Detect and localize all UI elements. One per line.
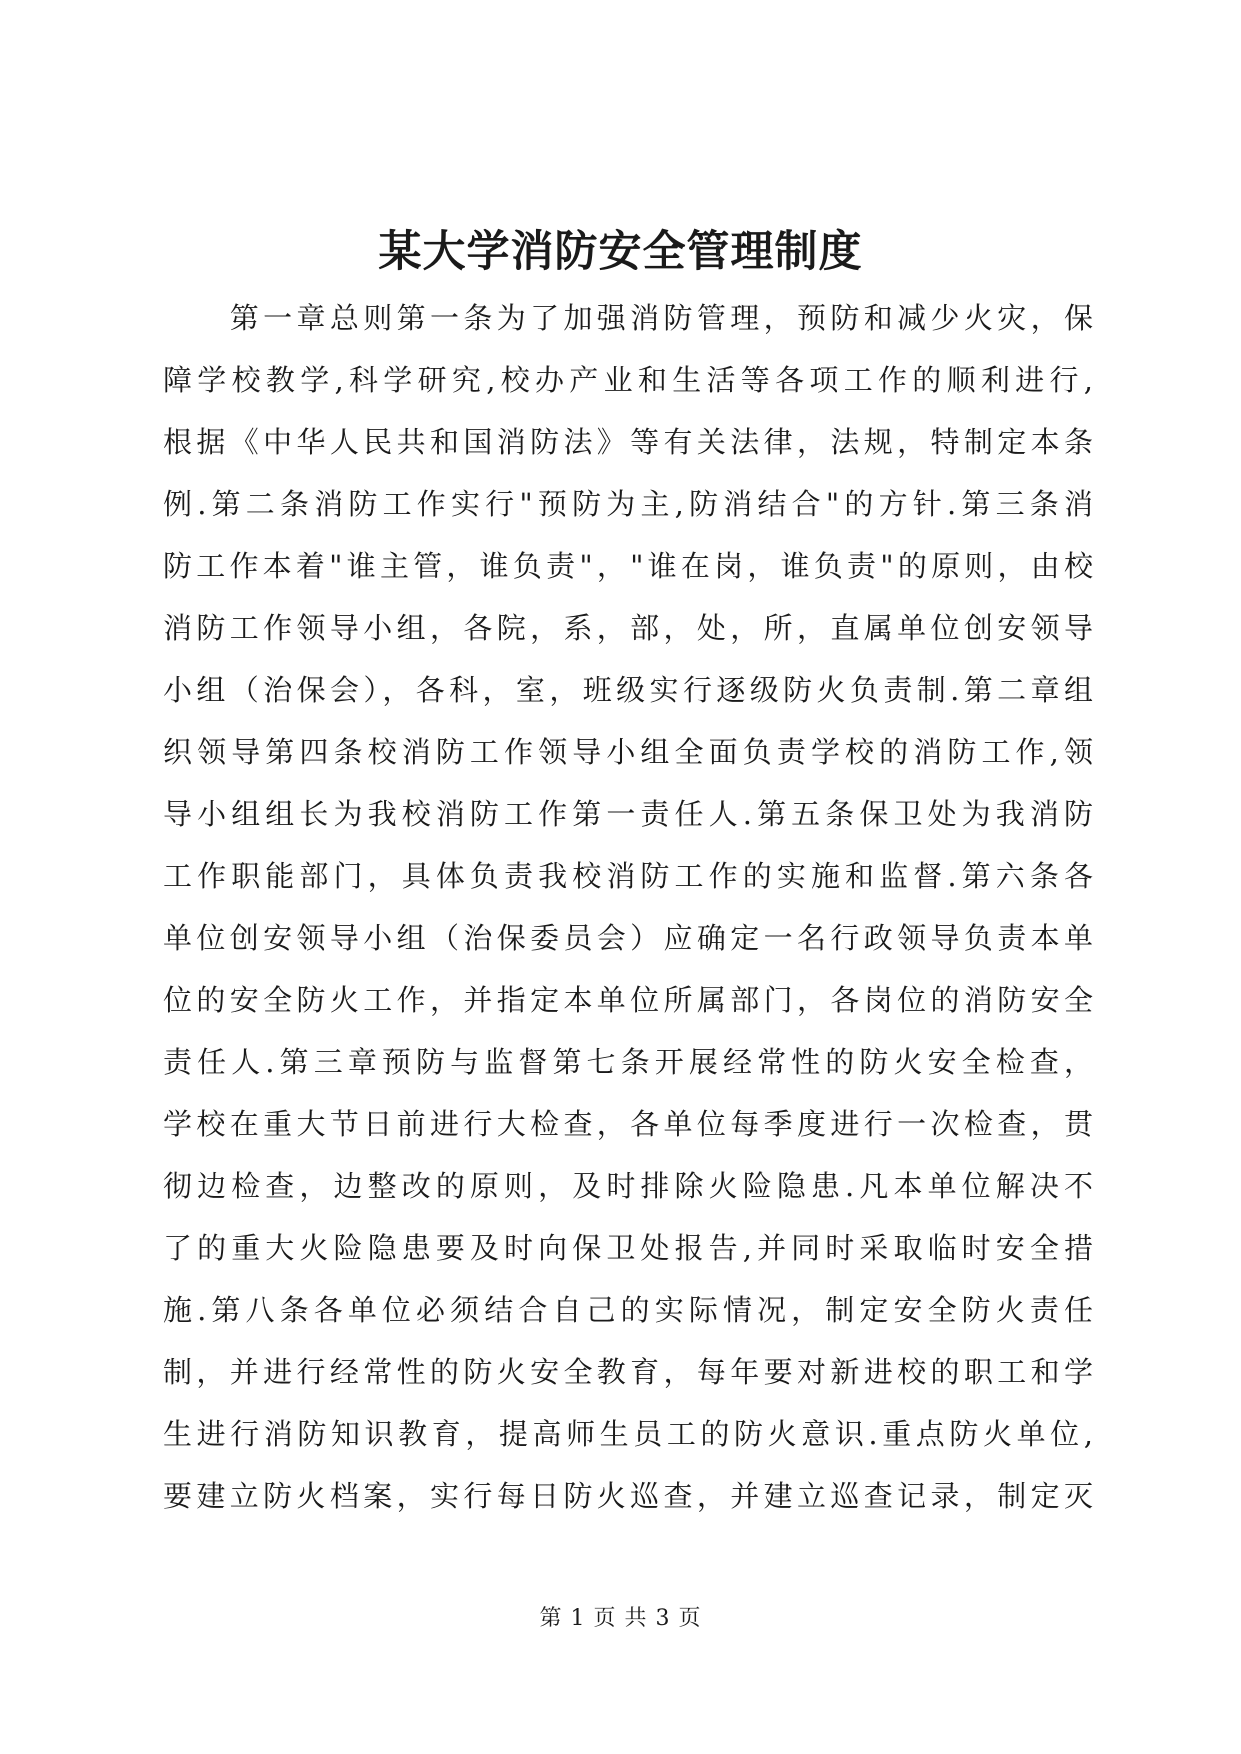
body-text-line: 学校在重大节日前进行大检查，各单位每季度进行一次检查，贯 xyxy=(163,1107,1093,1141)
body-text-line: 生进行消防知识教育，提高师生员工的防火意识.重点防火单位, xyxy=(163,1417,1093,1451)
body-text-line: 织领导第四条校消防工作领导小组全面负责学校的消防工作,领 xyxy=(163,735,1093,769)
body-text-line: 施.第八条各单位必须结合自己的实际情况，制定安全防火责任 xyxy=(163,1293,1093,1327)
body-text-line: 单位创安领导小组（治保委员会）应确定一名行政领导负责本单 xyxy=(163,921,1093,955)
body-text-line: 导小组组长为我校消防工作第一责任人.第五条保卫处为我消防 xyxy=(163,797,1093,831)
body-text-line: 制，并进行经常性的防火安全教育，每年要对新进校的职工和学 xyxy=(163,1355,1093,1389)
body-text-line: 障学校教学,科学研究,校办产业和生活等各项工作的顺利进行, xyxy=(163,363,1093,397)
body-text-line: 第一章总则第一条为了加强消防管理，预防和减少火灾，保 xyxy=(163,301,1093,335)
body-text-line: 消防工作领导小组，各院，系，部，处，所，直属单位创安领导 xyxy=(163,611,1093,645)
document-title: 某大学消防安全管理制度 xyxy=(378,227,863,277)
body-text-line: 工作职能部门，具体负责我校消防工作的实施和监督.第六条各 xyxy=(163,859,1093,893)
page-footer: 第 1 页 共 3 页 xyxy=(539,1606,702,1631)
body-text-line: 小组（治保会），各科，室，班级实行逐级防火负责制.第二章组 xyxy=(163,673,1093,707)
body-text-line: 防工作本着"谁主管，谁负责"，"谁在岗，谁负责"的原则，由校 xyxy=(163,549,1093,583)
document-body xyxy=(163,292,1093,1532)
body-text-line: 责任人.第三章预防与监督第七条开展经常性的防火安全检查， xyxy=(163,1045,1093,1079)
body-text-line: 位的安全防火工作，并指定本单位所属部门，各岗位的消防安全 xyxy=(163,983,1093,1017)
body-text-line: 根据《中华人民共和国消防法》等有关法律，法规，特制定本条 xyxy=(163,425,1093,459)
body-text-line: 了的重大火险隐患要及时向保卫处报告,并同时采取临时安全措 xyxy=(163,1231,1093,1265)
body-text-line: 要建立防火档案，实行每日防火巡查，并建立巡查记录，制定灭 xyxy=(163,1479,1093,1513)
body-text-line: 例.第二条消防工作实行"预防为主,防消结合"的方针.第三条消 xyxy=(163,487,1093,521)
body-text-line: 彻边检查，边整改的原则，及时排除火险隐患.凡本单位解决不 xyxy=(163,1169,1093,1203)
